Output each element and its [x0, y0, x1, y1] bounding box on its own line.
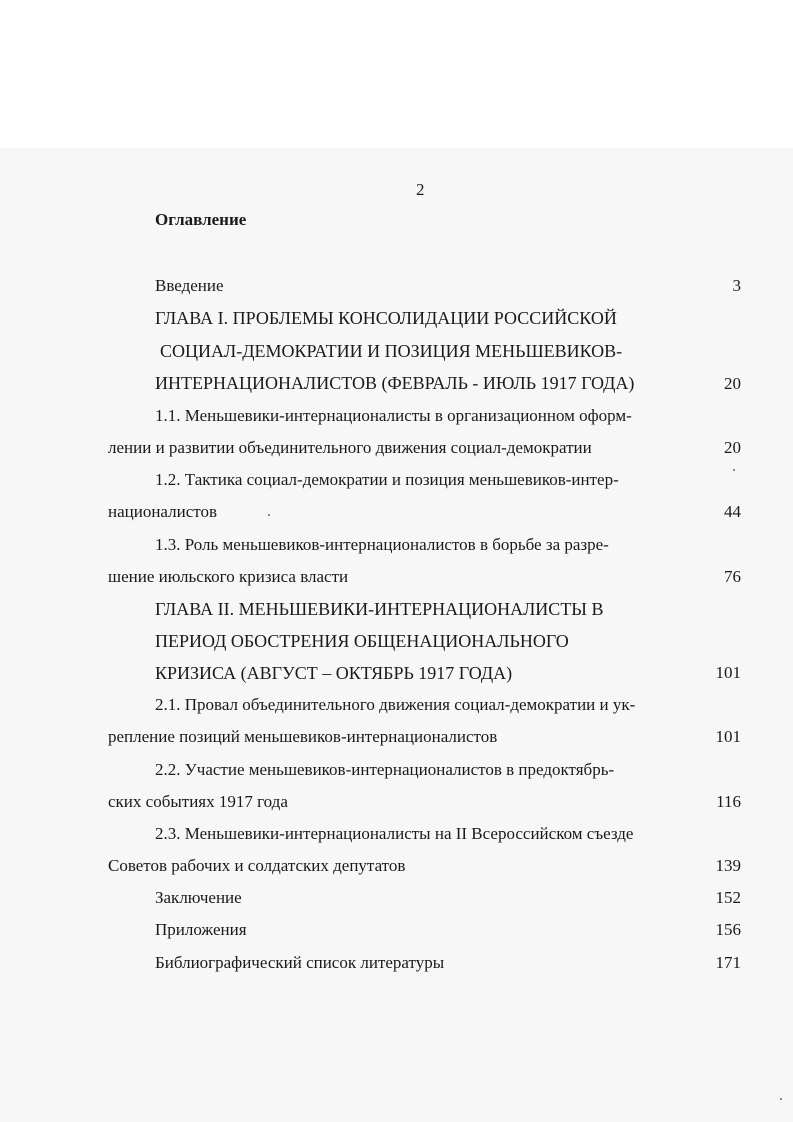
section-1-3-line1: 1.3. Роль меньшевиков-интернационалистов в борьбе за разре-: [155, 535, 609, 554]
toc-entry-conclusion: Заключение: [155, 888, 242, 907]
section-2-3-line1: 2.3. Меньшевики-интернационалисты на II Всероссийском съезде: [155, 824, 634, 843]
chapter2-title-line2: ПЕРИОД ОБОСТРЕНИЯ ОБЩЕНАЦИОНАЛЬНОГО: [155, 631, 569, 651]
scan-speck: [268, 514, 270, 516]
section-1-2-line2: националистов: [108, 502, 217, 521]
section-2-2-line1: 2.2. Участие меньшевиков-интернационалистов в предоктябрь-: [155, 760, 615, 779]
toc-page-2-1: 101: [715, 727, 741, 746]
chapter2-title-line1: ГЛАВА II. МЕНЬШЕВИКИ-ИНТЕРНАЦИОНАЛИСТЫ В: [155, 599, 604, 619]
scan-speck: [780, 1098, 782, 1100]
toc-page-chapter2: 101: [715, 663, 741, 682]
toc-page-1-2: 44: [724, 502, 741, 521]
section-1-2-line1: 1.2. Тактика социал-демократии и позиция меньшевиков-интер-: [155, 470, 619, 489]
chapter1-title-line1: ГЛАВА I. ПРОБЛЕМЫ КОНСОЛИДАЦИИ РОССИЙСКОЙ: [155, 308, 617, 328]
toc-page-2-2: 116: [716, 792, 741, 811]
chapter2-title-line3: КРИЗИСА (АВГУСТ – ОКТЯБРЬ 1917 ГОДА): [155, 663, 513, 683]
scan-speck: [733, 469, 735, 471]
section-2-1-line2: репление позиций меньшевиков-интернационалистов: [108, 727, 498, 746]
section-2-3-line2: Советов рабочих и солдатских депутатов: [108, 856, 406, 875]
toc-page-bibliography: 171: [715, 953, 741, 972]
toc-page-intro: 3: [732, 276, 741, 295]
page-number: 2: [416, 180, 425, 199]
toc-page-appendices: 156: [715, 920, 741, 939]
toc-page-chapter1: 20: [724, 374, 741, 393]
toc-heading: Оглавление: [155, 210, 247, 229]
section-1-1-line2: лении и развитии объединительного движения социал-демократии: [108, 438, 592, 457]
section-2-2-line2: ских событиях 1917 года: [108, 792, 288, 811]
chapter1-title-line3: ИНТЕРНАЦИОНАЛИСТОВ (ФЕВРАЛЬ - ИЮЛЬ 1917 ГОДА): [155, 373, 635, 393]
toc-entry-intro: Введение: [155, 276, 224, 295]
section-1-3-line2: шение июльского кризиса власти: [108, 567, 349, 586]
toc-page-2-3: 139: [715, 856, 741, 875]
toc-page-conclusion: 152: [715, 888, 741, 907]
toc-page-1-1: 20: [724, 438, 741, 457]
toc-page-1-3: 76: [724, 567, 741, 586]
section-1-1-line1: 1.1. Меньшевики-интернационалисты в организационном оформ-: [155, 406, 632, 425]
chapter1-title-line2: СОЦИАЛ-ДЕМОКРАТИИ И ПОЗИЦИЯ МЕНЬШЕВИКОВ-: [160, 341, 623, 361]
toc-entry-bibliography: Библиографический список литературы: [155, 953, 445, 972]
toc-entry-appendices: Приложения: [155, 920, 247, 939]
section-2-1-line1: 2.1. Провал объединительного движения социал-демократии и ук-: [155, 695, 636, 714]
